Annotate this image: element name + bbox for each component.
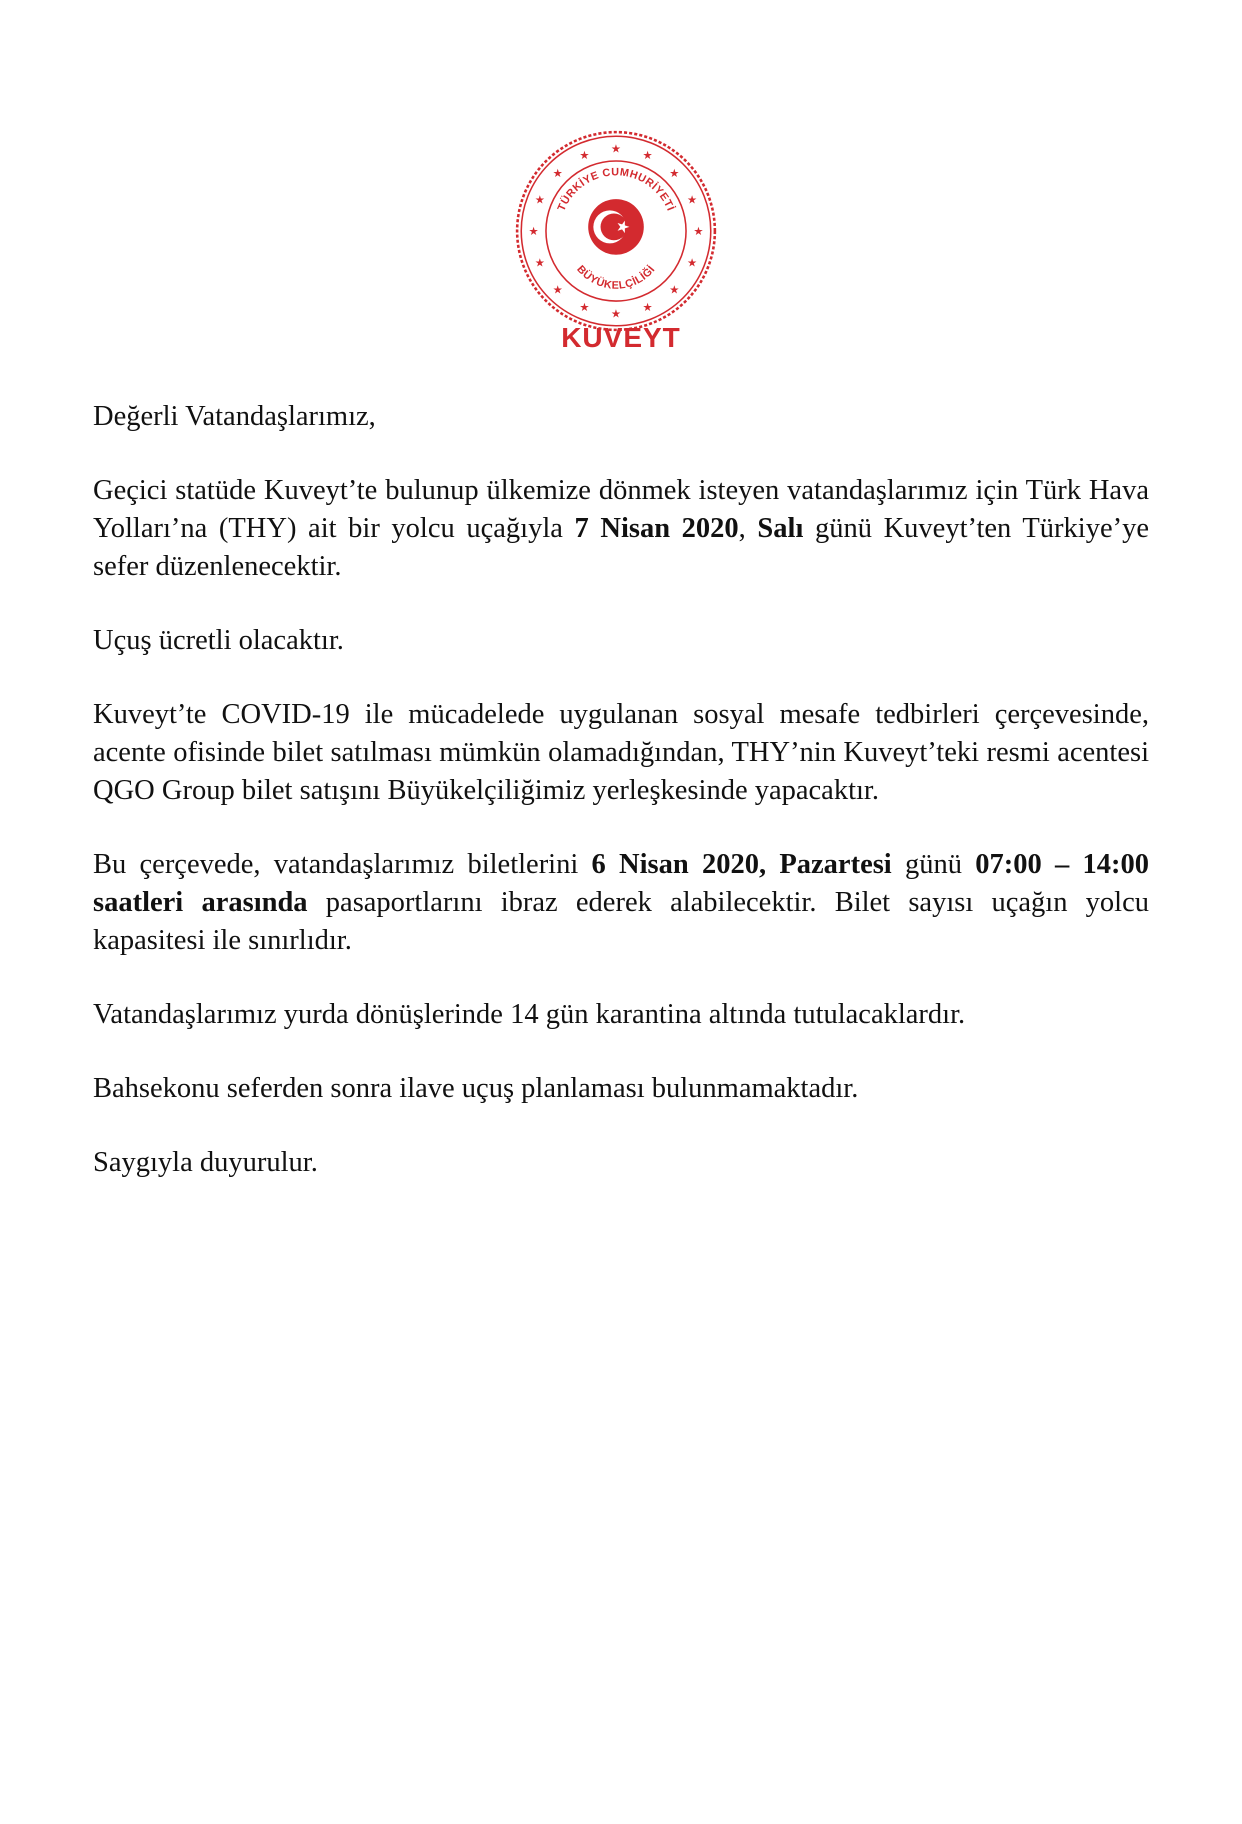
flight-day: Salı — [757, 513, 804, 544]
embassy-seal-icon — [513, 128, 719, 334]
seal-star-icon: ★ — [579, 148, 590, 163]
seal-star-icon: ★ — [669, 282, 680, 297]
sale-date: 6 Nisan 2020, Pazartesi — [591, 849, 892, 880]
paragraph-no-further-flights: Bahsekonu seferden sonra ilave uçuş planlaması bulunmamaktadır. — [93, 1073, 859, 1104]
paragraph-ticket-time: Bu çerçevede, vatandaşlarımız biletlerini 6 Nisan 2020, Pazartesi günü 07:00 – 14:00 saatleri arasında pasaportlarını ibraz ederek alabilecektir. Bilet sayısı uçağın yolcu kapasitesi ile sınırlıdır. — [93, 849, 1150, 956]
paragraph-ticket-sales: Kuveyt’te COVID-19 ile mücadelede uygulanan sosyal mesafe tedbirleri çerçevesinde, acente ofisinde bilet satılması mümkün olamadığından, THY’nin Kuveyt’teki resmi acentesi QGO Group bilet satışını Büyükelçiliğimiz yerleşkesinde yapacaktır. — [93, 699, 1149, 806]
salutation: Değerli Vatandaşlarımız, — [93, 401, 376, 432]
seal-star-icon: ★ — [693, 224, 704, 239]
mission-name: KUVEYT — [561, 322, 681, 353]
seal-star-icon: ★ — [579, 300, 590, 315]
seal-star-icon: ★ — [552, 282, 563, 297]
seal-star-icon: ★ — [610, 141, 622, 156]
paragraph-quarantine: Vatandaşlarımız yurda dönüşlerinde 14 gün karantina altında tutulacaklardır. — [93, 999, 966, 1030]
seal-star-icon: ★ — [687, 255, 698, 270]
sale-hours: 07:00 – 14:00 saatleri arasında — [93, 849, 1149, 918]
seal-star-icon: ★ — [687, 192, 698, 207]
letter-body — [93, 398, 1149, 1218]
seal-star-icon: ★ — [669, 165, 680, 180]
paragraph-paid: Uçuş ücretli olacaktır. — [93, 625, 344, 656]
seal-star-icon: ★ — [642, 148, 653, 163]
svg-text:BÜYÜKELÇİLİĞİ — [574, 263, 657, 292]
seal-star-icon: ★ — [610, 306, 622, 321]
seal-star-icon: ★ — [642, 300, 653, 315]
seal-star-icon: ★ — [534, 255, 545, 270]
seal-star-icon: ★ — [534, 192, 545, 207]
seal-star-icon: ★ — [528, 224, 539, 239]
seal-text-top: TÜRKİYE CUMHURİYETİ — [555, 166, 677, 213]
paragraph-flight: Geçici statüde Kuveyt’te bulunup ülkemize dönmek isteyen vatandaşlarımız için Türk Hava Yolları’na (THY) ait bir yolcu uçağıyla 7 Nisan 2020, Salı günü Kuveyt’ten Türkiye’ye sefer düzenlenecektir. — [93, 475, 1149, 582]
closing: Saygıyla duyurulur. — [93, 1147, 318, 1178]
seal-star-icon: ★ — [552, 165, 563, 180]
flight-date: 7 Nisan 2020 — [574, 513, 739, 544]
seal-text-bottom: BÜYÜKELÇİLİĞİ — [574, 263, 658, 292]
